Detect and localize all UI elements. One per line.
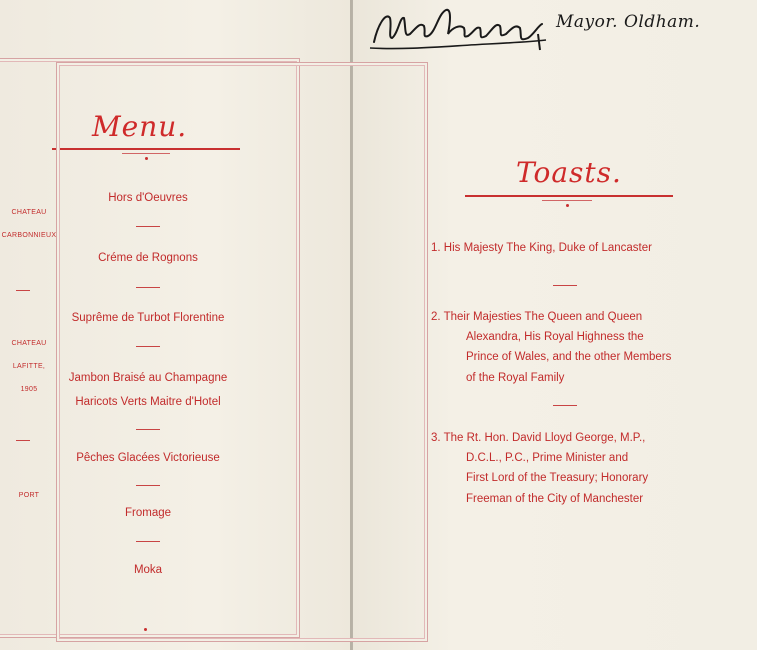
toasts-heading-dot <box>566 204 569 207</box>
menu-course: Suprême de Turbot Florentine <box>71 312 225 324</box>
menu-course: Créme de Rognons <box>98 252 198 264</box>
toast-2-line: Alexandra, His Royal Highness the <box>466 331 644 343</box>
wine-name: LAFITTE, <box>12 363 46 370</box>
menu-course: Haricots Verts Maitre d'Hotel <box>75 396 221 408</box>
wine-name: CHATEAU <box>11 209 47 216</box>
toast-1: 1. His Majesty The King, Duke of Lancaster <box>431 242 652 254</box>
menu-course: Jambon Braisé au Champagne <box>68 372 228 384</box>
toast-3-line: Freeman of the City of Manchester <box>466 493 644 505</box>
toasts-heading-rule <box>465 195 673 197</box>
menu-course: Moka <box>133 564 163 576</box>
toast-2-line: of the Royal Family <box>466 372 565 384</box>
toast-3-line: First Lord of the Treasury; Honorary <box>466 472 649 484</box>
wine-name: CHATEAU <box>11 340 47 347</box>
signature-title: Mayor. Oldham. <box>556 12 701 32</box>
toast-3-line: D.C.L., P.C., Prime Minister and <box>466 452 629 464</box>
menu-heading: Menu. <box>92 110 188 143</box>
toasts-heading: Toasts. <box>516 156 622 189</box>
toast-3-line: 3. The Rt. Hon. David Lloyd George, M.P., <box>431 432 646 444</box>
toast-separator <box>553 285 577 286</box>
menu-course: Fromage <box>124 507 172 519</box>
wine-vintage: 1905 <box>20 386 38 393</box>
wine-separator <box>16 290 30 291</box>
wine-name: PORT <box>18 492 40 499</box>
wine-name: CARBONNIEUX <box>1 232 57 239</box>
toast-2-line: Prince of Wales, and the other Members <box>466 351 672 363</box>
mayor-signature <box>368 4 748 56</box>
menu-course: Pêches Glacées Victorieuse <box>76 452 220 464</box>
toast-2-line: 2. Their Majesties The Queen and Queen <box>431 311 643 323</box>
handwritten-signature-image <box>368 4 558 56</box>
toasts-heading-subrule <box>542 200 592 201</box>
toast-separator <box>553 405 577 406</box>
wine-separator <box>16 440 30 441</box>
menu-course: Hors d'Oeuvres <box>108 192 188 204</box>
toasts-border <box>56 62 428 642</box>
